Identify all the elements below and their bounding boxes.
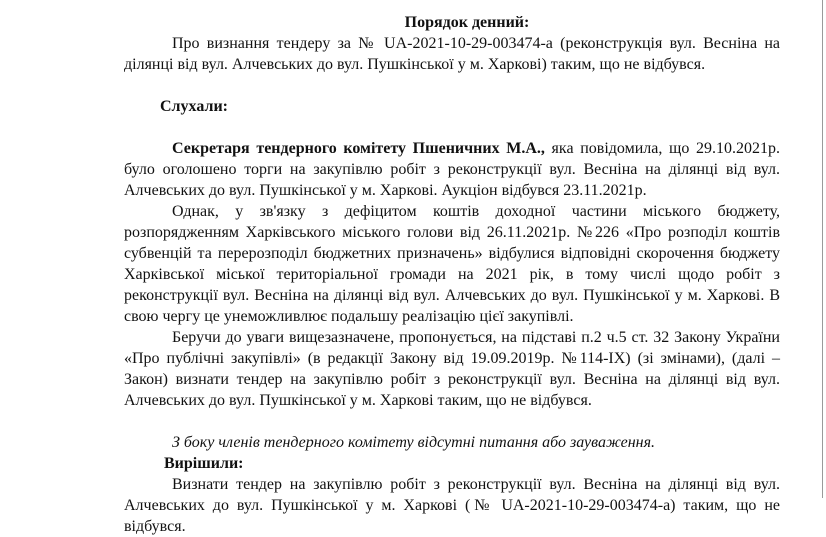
decided-text: Визнати тендер на закупівлю робіт з реконструкції вул. Весніна на ділянці від вул. Алчевських до вул. Пушкінської у м. Харкові (№ UA-2021-10-29-003474-а) таким, що не відбувся. <box>124 476 780 535</box>
spacer <box>124 117 780 138</box>
document-body <box>124 12 780 537</box>
agenda-heading: Порядок денний: <box>404 14 530 31</box>
heard-label: Слухали: <box>160 98 228 115</box>
decided-label: Вирішили: <box>164 455 244 472</box>
agenda-text: Про визнання тендеру за № UA-2021-10-29-003474-а (реконструкція вул. Весніна на ділянці від вул. Алчевських до вул. Пушкінської у м. Харкові) таким, що не відбувся. <box>124 35 780 73</box>
heard-paragraph-3: Беручи до уваги вищезазначене, пропонується, на підставі п.2 ч.5 ст. 32 Закону України «Про публічні закупівлі» (в редакції Закону від 19.09.2019р. №114-IX) (зі змінами), (далі – Закон) визнати тендер на закупівлю робіт з реконструкції вул. Весніна на ділянці від вул. Алчевських до вул. Пушкінської у м. Харкові таким, що не відбувся. <box>124 329 780 409</box>
heard-paragraph-2: Однак, у зв'язку з дефіцитом коштів доходної частини міського бюджету, розпорядженням Харківського міського голови від 26.11.2021р. №226 «Про розподіл коштів субвенцій та перерозподіл бюджетних призначень» відбулися відповідні скорочення бюджету Харківської міської територіальної громади на 2021 рік, в тому числі щодо робіт з реконструкції вул. Весніна на ділянці від вул. Алчевських до вул. Пушкінської у м. Харкові. В свою чергу це унеможливлює подальшу реалізацію цієї закупівлі. <box>124 203 780 325</box>
remarks-line: З боку членів тендерного комітету відсутні питання або зауваження. <box>172 434 656 451</box>
heard-paragraph-1 <box>124 138 780 201</box>
speaker-name: Секретаря тендерного комітету Пшеничних М.А., <box>172 140 545 157</box>
spacer <box>124 411 780 432</box>
speaker-text: яка повідомила, що 29.10.2021р. було оголошено торги на закупівлю робіт з реконструкції вул. Весніна на ділянці від вул. Алчевських до вул. Пушкінської у м. Харкові. Аукціон відбувся 23.11.2021р. <box>124 140 780 199</box>
page-edge-divider <box>822 0 823 498</box>
spacer <box>124 75 780 96</box>
